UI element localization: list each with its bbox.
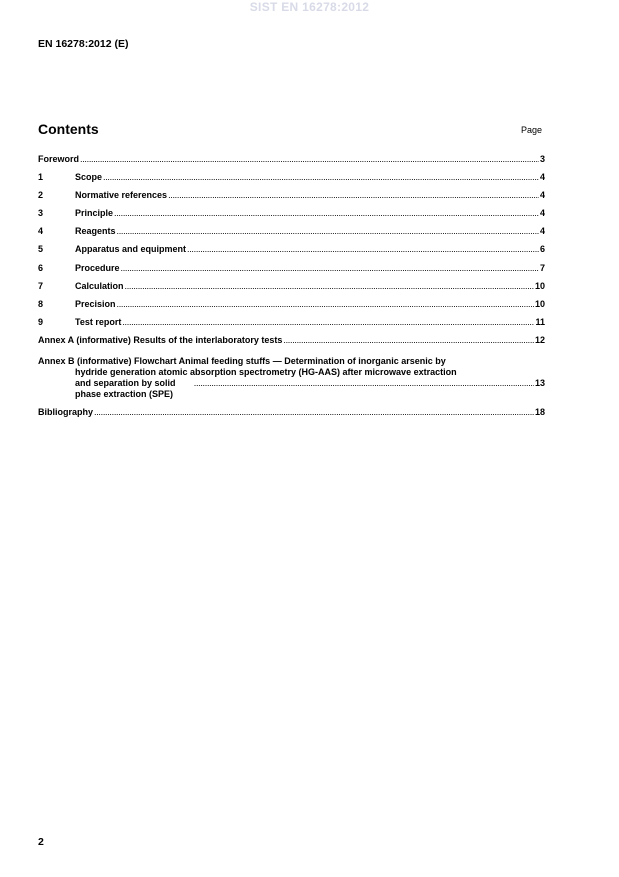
toc-entry-reagents[interactable]	[38, 225, 545, 243]
toc-entry-number: 8	[38, 298, 44, 309]
toc-entry-title: Test report	[75, 316, 122, 327]
toc-entry-number: 9	[38, 316, 44, 327]
toc-entry-page: 11	[535, 316, 545, 327]
toc-entry-title: Reagents	[75, 226, 116, 237]
document-id: EN 16278:2012 (E)	[38, 38, 129, 50]
toc-entry-page: 13	[534, 378, 545, 389]
toc-entry-page: 4	[539, 190, 545, 201]
toc-entry-page: 3	[539, 154, 545, 164]
toc-entry-bibliography[interactable]	[38, 406, 545, 424]
toc-entry-page: 10	[534, 298, 545, 309]
toc-entry-title: Precision	[75, 298, 116, 309]
toc-entry-number: 3	[38, 208, 44, 219]
toc-entry-title-line: hydride generation atomic absorption spectrometry (HG-AAS) after microwave extraction	[75, 367, 457, 378]
toc-entry-page: 7	[539, 262, 545, 273]
table-of-contents	[38, 153, 545, 424]
leader-dots	[283, 334, 534, 346]
toc-entry-page: 12	[534, 334, 545, 345]
toc-entry-title: Bibliography	[38, 407, 94, 418]
toc-entry-title-line: Annex B (informative) Flowchart Animal feeding stuffs — Determination of inorganic arsenic by	[38, 356, 446, 367]
toc-entry-title-line: and separation by solid phase extraction (SPE)	[75, 378, 176, 400]
leader-dots	[94, 406, 534, 418]
toc-entry-test-report[interactable]	[38, 316, 545, 334]
leader-dots	[168, 189, 539, 201]
toc-entry-number: 5	[38, 244, 44, 255]
leader-dots	[103, 171, 539, 183]
toc-entry-title: Principle	[75, 208, 114, 219]
toc-entry-annex-a[interactable]	[38, 334, 545, 352]
toc-entry-annex-b[interactable]	[38, 356, 545, 400]
toc-entry-calculation[interactable]	[38, 280, 545, 298]
toc-entry-page: 4	[539, 172, 545, 183]
toc-entry-title: Annex A (informative) Results of the interlaboratory tests	[38, 334, 283, 345]
leader-dots	[194, 378, 534, 389]
toc-entry-number: 2	[38, 190, 44, 201]
toc-entry-foreword[interactable]	[38, 153, 545, 171]
toc-entry-page: 4	[539, 226, 545, 237]
toc-entry-apparatus[interactable]	[38, 243, 545, 261]
leader-dots	[80, 153, 539, 165]
toc-entry-number: 4	[38, 226, 44, 237]
toc-entry-precision[interactable]	[38, 298, 545, 316]
toc-entry-title: Calculation	[75, 280, 124, 291]
toc-entry-page: 10	[534, 280, 545, 291]
watermark: SIST EN 16278:2012	[249, 0, 370, 14]
page-number: 2	[38, 836, 44, 848]
page-column-label: Page	[521, 125, 543, 135]
toc-entry-procedure[interactable]	[38, 262, 545, 280]
leader-dots	[117, 298, 534, 310]
toc-entry-number: 1	[38, 172, 44, 183]
toc-entry-title: Apparatus and equipment	[75, 244, 187, 255]
leader-dots	[122, 316, 534, 328]
leader-dots	[121, 262, 539, 274]
toc-entry-number: 7	[38, 280, 44, 291]
leader-dots	[117, 225, 539, 237]
toc-entry-page: 4	[539, 208, 545, 219]
leader-dots	[125, 280, 534, 292]
leader-dots	[187, 243, 539, 255]
toc-entry-normative-references[interactable]	[38, 189, 545, 207]
toc-entry-scope[interactable]	[38, 171, 545, 189]
contents-heading: Contents	[38, 121, 99, 137]
toc-entry-title: Procedure	[75, 262, 120, 273]
toc-entry-number: 6	[38, 262, 44, 273]
leader-dots	[114, 207, 539, 219]
toc-entry-page: 18	[534, 407, 545, 418]
toc-entry-page: 6	[539, 244, 545, 255]
toc-entry-title: Foreword	[38, 154, 80, 164]
toc-entry-principle[interactable]	[38, 207, 545, 225]
toc-entry-title: Normative references	[75, 190, 168, 201]
toc-entry-title: Scope	[75, 172, 103, 183]
